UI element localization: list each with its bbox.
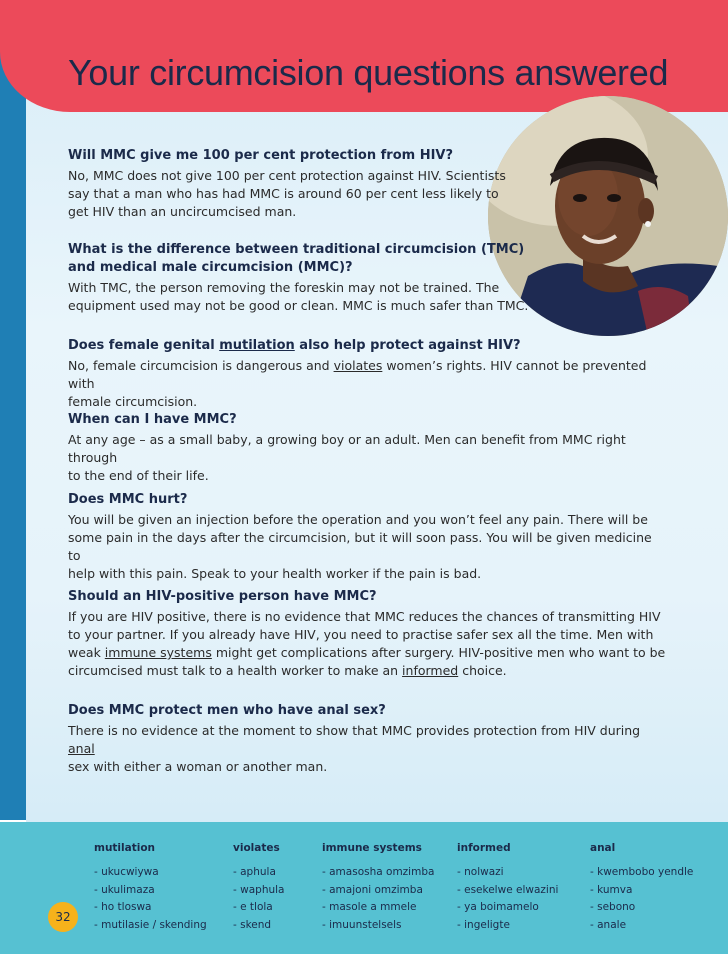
glossary-translation: - ya boimamelo [457, 901, 539, 913]
answer-1-line-3: get HIV than an uncircumcised man. [68, 204, 297, 219]
question-4: When can I have MMC? [68, 412, 237, 427]
left-blue-strip [0, 0, 26, 820]
glossary-translation: - imuunstelsels [322, 918, 402, 931]
qa-block-4 [68, 411, 668, 485]
glossary-column-immune-systems [322, 842, 434, 934]
answer-7-line-1-pre: There is no evidence at the moment to show that MMC provides protection from HIV during [68, 723, 641, 738]
glossary-translation: - esekelwe elwazini [457, 883, 559, 896]
answer-6-line-4 [68, 662, 668, 680]
page-title: Your circumcision questions answered [68, 52, 669, 93]
answer-5-line-1: You will be given an injection before the operation and you won’t feel any pain. There will be [68, 512, 648, 527]
answer-6-line-3-pre: weak [68, 645, 105, 660]
glossary-term-violates: violates [333, 358, 383, 373]
answer-2 [68, 279, 648, 315]
glossary-term-heading: mutilation [94, 842, 156, 854]
answer-6-line-3-post: might get complications after surgery. HIV-positive men who want to be [211, 645, 666, 660]
glossary-term-mutilation: mutilation [219, 338, 295, 353]
glossary-translation: - nolwazi [457, 866, 504, 878]
glossary-term-anal: anal [68, 741, 95, 756]
glossary-translation: - ukulimaza [94, 883, 155, 896]
question-2-line-1: What is the difference between traditional circumcision (TMC) [68, 242, 525, 257]
answer-3-text-post: women’s rights. HIV cannot be prevented with [68, 358, 647, 391]
qa-block-7 [68, 702, 668, 776]
qa-block-3 [68, 337, 648, 411]
glossary-column-informed [457, 842, 558, 934]
qa-block-1 [68, 147, 648, 221]
glossary-translation: - ukucwiywa [94, 866, 159, 878]
glossary-translation: - amajoni omzimba [322, 883, 423, 896]
answer-4-line-2: to the end of their life. [68, 468, 209, 483]
answer-6-line-1: If you are HIV positive, there is no evidence that MMC reduces the chances of transmitting HIV [68, 609, 661, 624]
glossary-translation: - sebono [590, 901, 636, 913]
question-6: Should an HIV-positive person have MMC? [68, 589, 377, 604]
question-2-line-2: and medical male circumcision (MMC)? [68, 260, 353, 275]
glossary-translation: - amasosha omzimba [322, 866, 435, 878]
glossary-translation: - ingeligte [457, 918, 510, 931]
answer-3-line-2: female circumcision. [68, 394, 198, 409]
glossary-translation: - e tlola [233, 901, 273, 913]
glossary-translation: - masole a mmele [322, 901, 417, 913]
answer-7-line-1 [68, 722, 668, 758]
answer-1-line-2: say that a man who has had MMC is around 60 per cent less likely to [68, 186, 499, 201]
answer-1 [68, 167, 648, 221]
glossary-footer [0, 822, 728, 954]
qa-block-6 [68, 588, 668, 680]
answer-6-line-4-post: choice. [458, 663, 507, 678]
glossary-column-mutilation [94, 842, 207, 934]
answer-5-line-2: some pain in the days after the circumcision, but it will soon pass. You will be given medicine to [68, 530, 652, 563]
answer-3-text-pre: No, female circumcision is dangerous and [68, 358, 334, 373]
glossary-translation: - mutilasie / skending [94, 918, 207, 931]
glossary-term-heading: violates [233, 842, 280, 854]
answer-6-line-4-pre: circumcised must talk to a health worker to make an [68, 663, 403, 678]
glossary-term-immune-systems: immune systems [104, 645, 212, 660]
question-3-text-post: also help protect against HIV? [294, 338, 521, 353]
answer-5-line-3: help with this pain. Speak to your health worker if the pain is bad. [68, 566, 482, 581]
glossary-column-violates [233, 842, 284, 934]
glossary-term-heading: anal [590, 842, 616, 854]
answer-7 [68, 722, 668, 776]
answer-1-line-1: No, MMC does not give 100 per cent protection against HIV. Scientists [68, 168, 506, 183]
answer-6 [68, 608, 668, 680]
glossary-translation: - skend [233, 918, 272, 931]
question-7: Does MMC protect men who have anal sex? [68, 703, 386, 718]
question-1: Will MMC give me 100 per cent protection from HIV? [68, 148, 454, 163]
answer-6-line-3 [68, 644, 668, 662]
question-3 [68, 337, 648, 355]
question-5: Does MMC hurt? [68, 492, 188, 507]
qa-block-2 [68, 241, 648, 315]
answer-4-line-1: At any age – as a small baby, a growing boy or an adult. Men can benefit from MMC right through [68, 432, 626, 465]
answer-6-line-2: to your partner. If you already have HIV, you need to practise safer sex all the time. Men with [68, 627, 654, 642]
answer-2-line-1: With TMC, the person removing the foreskin may not be trained. The [68, 280, 500, 295]
glossary-term-heading: immune systems [322, 842, 422, 854]
answer-3-line-1 [68, 357, 648, 393]
glossary-translation: - anale [590, 918, 627, 931]
glossary-translation: - waphula [233, 883, 285, 896]
glossary-translation: - kwembobo yendle [590, 866, 694, 878]
answer-7-line-2: sex with either a woman or another man. [68, 759, 328, 774]
answer-2-line-2: equipment used may not be good or clean. MMC is much safer than TMC. [68, 298, 529, 313]
answer-4 [68, 431, 668, 485]
glossary-translation: - kumva [590, 883, 633, 896]
page-number-badge: 32 [48, 902, 78, 932]
question-3-text-pre: Does female genital [68, 338, 220, 353]
glossary-translation: - aphula [233, 866, 276, 878]
glossary-term-heading: informed [457, 842, 511, 854]
question-2 [68, 241, 648, 277]
glossary-column-anal [590, 842, 693, 934]
glossary-term-informed: informed [402, 663, 459, 678]
qa-block-5 [68, 491, 668, 583]
glossary-translation: - ho tloswa [94, 901, 152, 913]
answer-5 [68, 511, 668, 583]
answer-3 [68, 357, 648, 411]
